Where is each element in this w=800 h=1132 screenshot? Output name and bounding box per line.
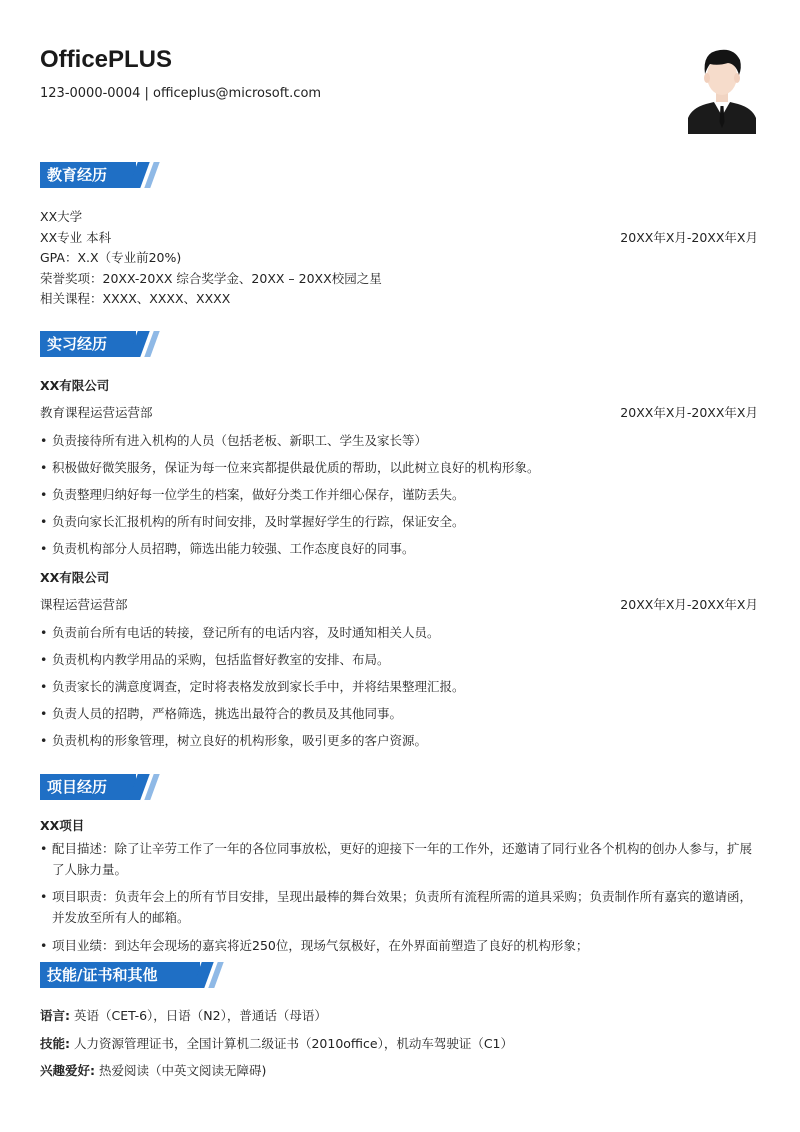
education-date: 20XX年X月-20XX年X月 [620,230,758,245]
list-item [40,623,440,641]
list-item-text: 负责向家长汇报机构的所有时间安排，及时掌握好学生的行踪，保证安全。 [52,514,465,529]
avatar [688,44,756,134]
bullet-dot: • [40,460,48,475]
section-title: 教育经历 [40,162,136,188]
list-item-text: 负责接待所有进入机构的人员（包括老板、新职工、学生及家长等） [52,433,428,448]
bullet-dot: • [40,541,48,556]
skill-value: 人力资源管理证书，全国计算机二级证书（2010office），机动车驾驶证（C1） [70,1036,514,1051]
section-title: 实习经历 [40,331,136,357]
internship-date: 20XX年X月-20XX年X月 [620,405,758,420]
list-item-text: 项目业绩：到达年会现场的嘉宾将近250位，现场气氛极好，在外界面前塑造了良好的机构形象； [52,938,589,953]
bullet-dot: • [40,625,48,640]
list-item-text: 项目职责：负责年会上的所有节目安排，呈现出最棒的舞台效果；负责所有流程所需的道具采购；负责制作所有嘉宾的邀请函，并发放至所有人的邮箱。 [52,889,753,925]
list-item-text: 负责机构内教学用品的采购，包括监督好教室的安排、布局。 [52,652,390,667]
list-item-text: 配目描述：除了让辛劳工作了一年的各位同事放松，更好的迎接下一年的工作外，还邀请了同行业各个机构的创办人参与，扩展了人脉力量。 [52,841,753,877]
skill-label: 兴趣爱好: [40,1063,95,1078]
section-education [40,162,758,188]
skill-technical [40,1034,513,1052]
list-item-text: 负责前台所有电话的转接，登记所有的电话内容，及时通知相关人员。 [52,625,440,640]
bullet-dot: • [40,514,48,529]
candidate-name: OfficePLUS [40,46,173,73]
list-item [40,677,465,695]
bullet-dot: • [40,679,48,694]
bullet-dot: • [40,433,48,448]
section-title: 项目经历 [40,774,136,800]
school-name: XX大学 [40,209,83,224]
bullet-dot: • [40,706,48,721]
list-item [40,731,427,749]
section-internship [40,331,758,357]
list-item [40,431,427,449]
bullet-dot: • [40,487,48,502]
skill-hobby [40,1061,266,1079]
project-name: XX项目 [40,818,85,833]
list-item [40,539,415,557]
company-name: XX有限公司 [40,570,110,585]
major: XX专业 本科 [40,230,112,245]
list-item [40,886,758,928]
department: 课程运营运营部 [40,597,128,612]
internship-date: 20XX年X月-20XX年X月 [620,597,758,612]
section-title: 技能/证书和其他 [40,962,200,988]
list-item-text: 负责人员的招聘，严格筛选，挑选出最符合的教员及其他同事。 [52,706,403,721]
bullet-dot: • [40,841,48,856]
list-item-text: 积极做好微笑服务，保证为每一位来宾都提供最优质的帮助，以此树立良好的机构形象。 [52,460,540,475]
skill-language [40,1006,327,1024]
list-item-text: 负责整理归纳好每一位学生的档案，做好分类工作并细心保存，谨防丢失。 [52,487,465,502]
list-item [40,704,402,722]
skill-label: 技能: [40,1036,70,1051]
list-item-text: 负责机构部分人员招聘，筛选出能力较强、工作态度良好的同事。 [52,541,415,556]
list-item [40,838,758,880]
list-item-text: 负责机构的形象管理，树立良好的机构形象，吸引更多的客户资源。 [52,733,428,748]
list-item [40,485,465,503]
courses: 相关课程：XXXX、XXXX、XXXX [40,291,231,306]
skill-value: 热爱阅读（中英文阅读无障碍) [95,1063,267,1078]
skill-label: 语言: [40,1008,70,1023]
section-project [40,774,758,800]
skill-value: 英语（CET-6），日语（N2），普通话（母语） [70,1008,327,1023]
honors: 荣誉奖项：20XX-20XX 综合奖学金、20XX – 20XX校园之星 [40,271,382,286]
bullet-dot: • [40,652,48,667]
gpa: GPA：X.X（专业前20%) [40,250,182,265]
bullet-dot: • [40,889,48,904]
bullet-dot: • [40,733,48,748]
company-name: XX有限公司 [40,378,110,393]
list-item [40,650,390,668]
department: 教育课程运营运营部 [40,405,153,420]
contact-info: 123-0000-0004 | officeplus@microsoft.com [40,86,322,101]
list-item [40,512,465,530]
section-skills [40,962,758,988]
list-item [40,458,540,476]
bullet-dot: • [40,938,48,953]
list-item [40,935,758,956]
list-item-text: 负责家长的满意度调查，定时将表格发放到家长手中，并将结果整理汇报。 [52,679,465,694]
